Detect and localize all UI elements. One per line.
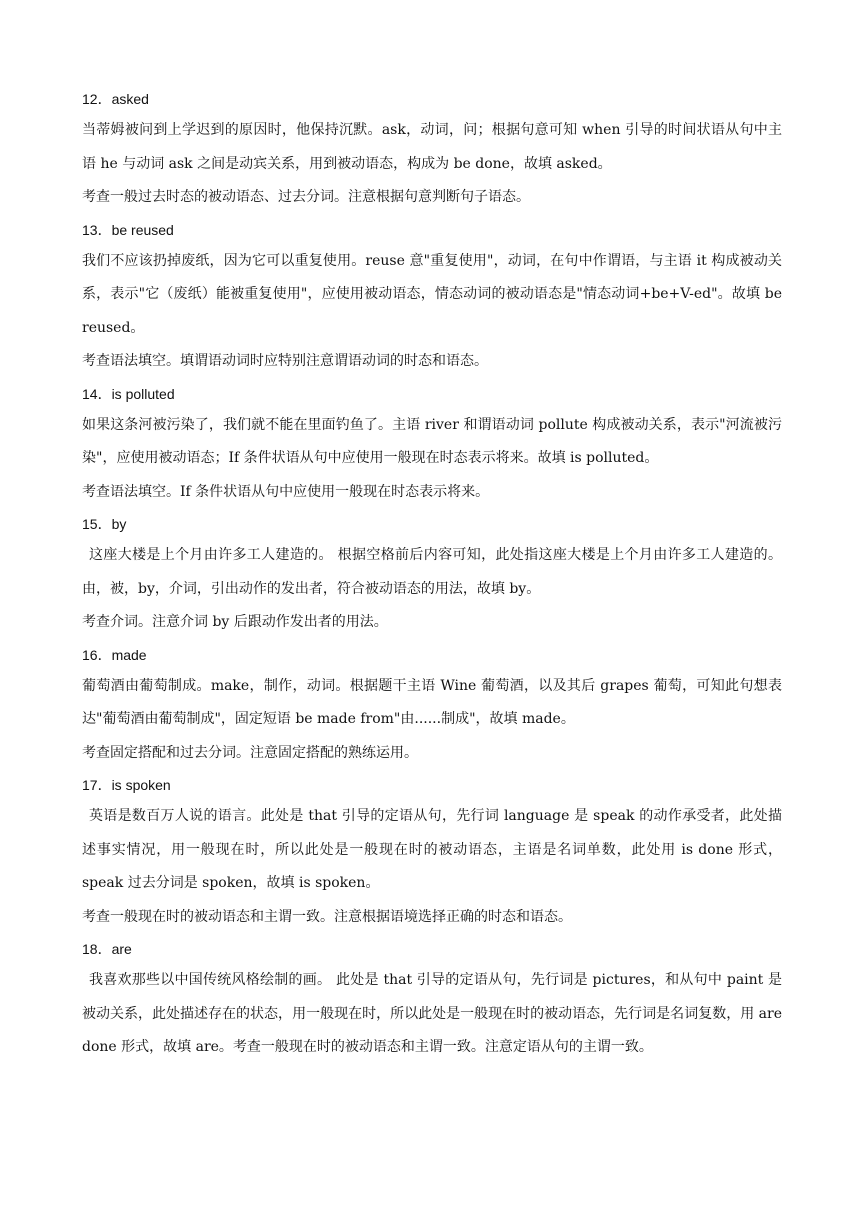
answer-item-14 (82, 379, 782, 510)
note-text: 考查介词。注意介词 by 后跟动作发出者的用法。 (82, 614, 388, 630)
note-text: 考查一般现在时的被动语态和主谓一致。注意根据语境选择正确的时态和语态。 (82, 908, 572, 925)
answer-heading: 16．made (82, 646, 147, 663)
answer-item-18 (82, 934, 782, 1065)
answer-document (82, 84, 782, 1065)
answer-item-12 (82, 84, 782, 215)
answer-item-16 (82, 640, 782, 771)
note-text: 考查固定搭配和过去分词。注意固定搭配的熟练运用。 (82, 744, 418, 761)
answer-item-17 (82, 770, 782, 934)
explanation-text: 我喜欢那些以中国传统风格绘制的画。 此处是 that 引导的定语从句，先行词是 pictures，和从句中 paint 是 被动关系，此处描述存在的状态，用一般现在时，所以此处是一般现在时的被动语态，先行词是名词复数，用 are done 形式，故填 are。考查一般现在时的被动语态和主谓一致。注意定语从句的主谓一致。 (82, 972, 782, 1055)
answer-heading: 15．by (82, 516, 127, 532)
note-text: 考查一般过去时态的被动语态、过去分词。注意根据句意判断句子语态。 (82, 189, 530, 205)
explanation-text: 如果这条河被污染了，我们就不能在里面钓鱼了。主语 river 和谓语动词 pollute 构成被动关系，表示"河流被污染"，应使用被动语态；If 条件状语从句中应使用一般现在时态表示将来。故填 is polluted。 (82, 416, 782, 466)
explanation-text: 葡萄酒由葡萄制成。make，制作，动词。根据题干主语 Wine 葡萄酒，以及其后 grapes 葡萄，可知此句想表达"葡萄酒由葡萄制成"，固定短语 be made from"由......制成"，故填 made。 (82, 677, 782, 727)
answer-item-15 (82, 509, 782, 640)
note-text: 考查语法填空。填谓语动词时应特别注意谓语动词的时态和语态。 (82, 353, 488, 369)
explanation-text: 当蒂姆被问到上学迟到的原因时，他保持沉默。ask，动词，问；根据句意可知 when 引导的时间状语从句中主语 he 与动词 ask 之间是动宾关系，用到被动语态，构成为 be done，故填 asked。 (82, 122, 782, 172)
answer-heading: 18．are (82, 941, 132, 957)
answer-heading: 13．be reused (82, 221, 174, 238)
explanation-text: 我们不应该扔掉废纸，因为它可以重复使用。reuse 意"重复使用"，动词，在句中作谓语，与主语 it 构成被动关系，表示"它（废纸）能被重复使用"，应使用被动语态，情态动词的被动语态是"情态动词+be+V-ed"。故填 be reused。 (82, 252, 782, 336)
answer-heading: 14．is polluted (82, 385, 175, 402)
answer-heading: 17．is spoken (82, 777, 171, 793)
answer-heading: 12．asked (82, 91, 149, 107)
explanation-text: 这座大楼是上个月由许多工人建造的。 根据空格前后内容可知，此处指这座大楼是上个月由许多工人建造的。由，被，by，介词，引出动作的发出者，符合被动语态的用法，故填 by。 (82, 547, 782, 597)
note-text: 考查语法填空。If 条件状语从句中应使用一般现在时态表示将来。 (82, 483, 490, 500)
explanation-text: 英语是数百万人说的语言。此处是 that 引导的定语从句，先行词 language 是 speak 的动作承受者，此处描述事实情况，用一般现在时，所以此处是一般现在时的被动语态，主语是名词单数，此处用 is done 形式，speak 过去分词是 spoken，故填 is spoken。 (82, 808, 782, 891)
answer-item-13 (82, 215, 782, 379)
